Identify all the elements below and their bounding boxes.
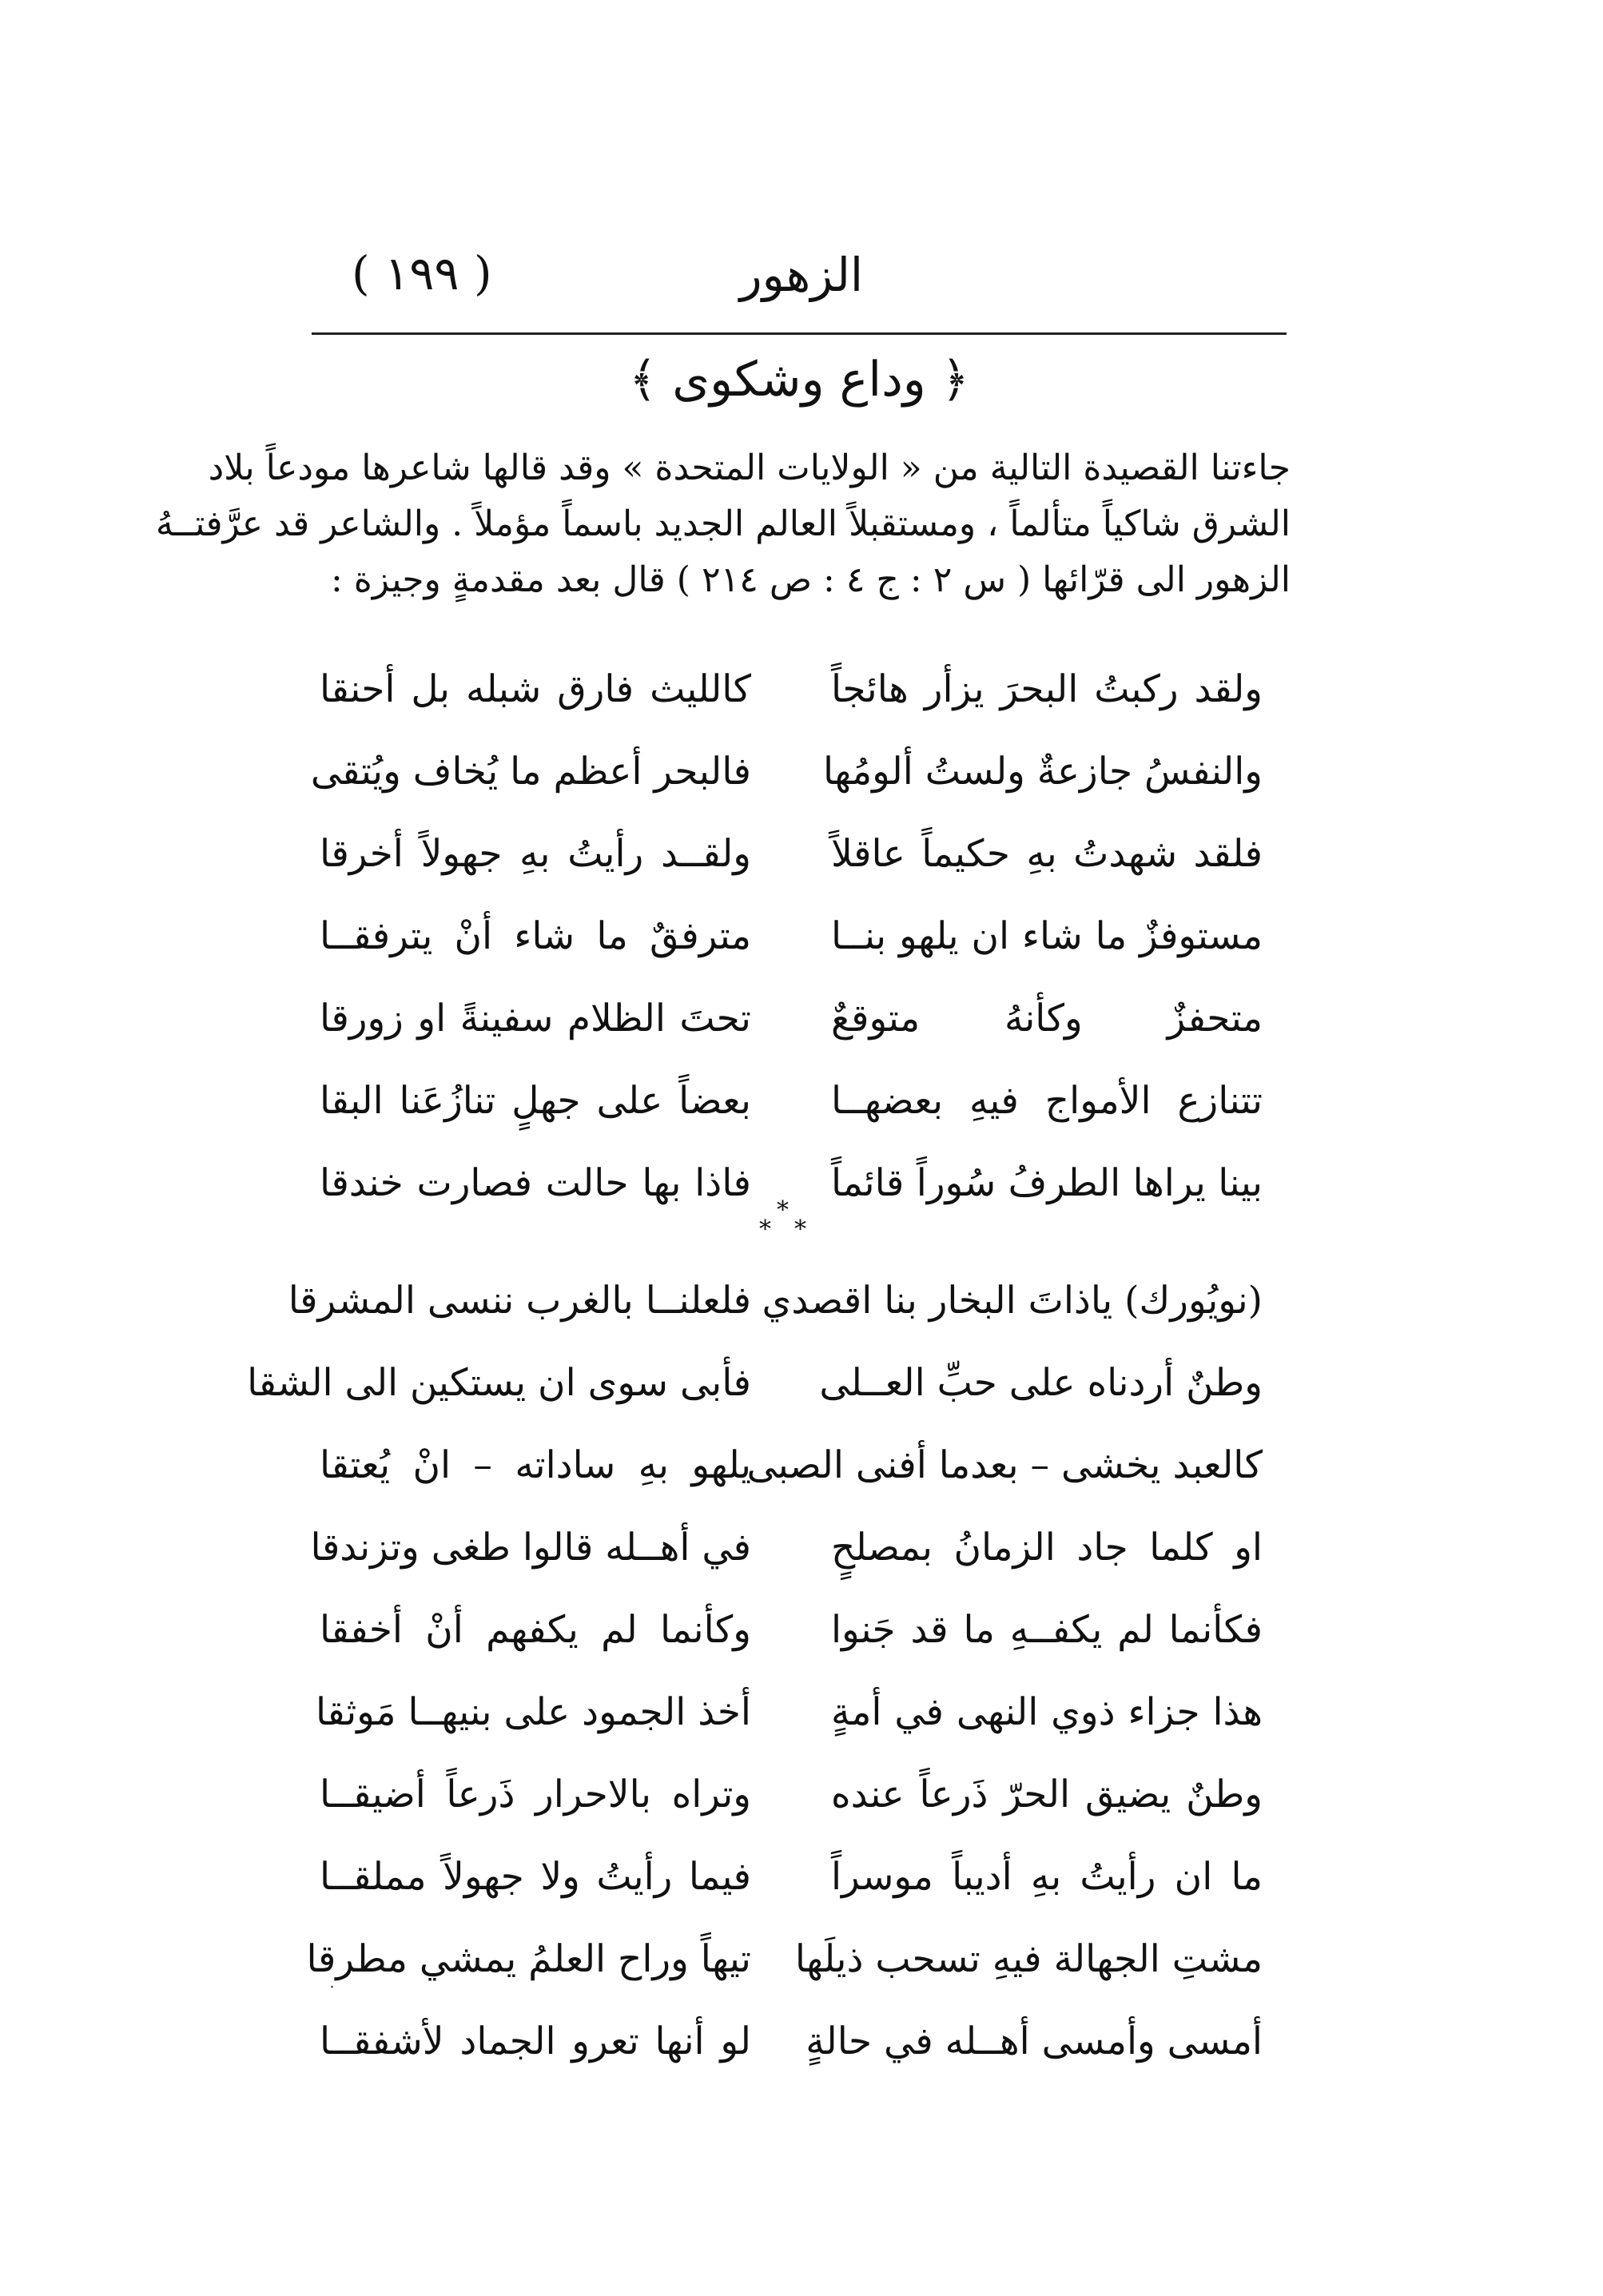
verse-line xyxy=(320,1855,1263,1935)
verse-line xyxy=(288,1279,1263,1359)
second-hemistich: كالليث فارق شبله بل أحنقا xyxy=(320,667,751,711)
intro-line: الشرق شاكياً متألماً ، ومستقبلاً العالم الجديد باسماً مؤملاً . والشاعر قد عرَّفتــهُ xyxy=(155,503,1291,544)
second-hemistich: لو أنها تعرو الجماد لأشفقــا xyxy=(320,2019,751,2063)
first-hemistich: والنفسُ جازعةٌ ولستُ ألومُها xyxy=(822,750,1263,794)
first-hemistich: وطنٌ أردناه على حبِّ العــلى xyxy=(819,1361,1263,1405)
verse-line xyxy=(310,1526,1263,1606)
verse-line xyxy=(320,832,1263,912)
second-hemistich: في أهــله قالوا طغى وتزندقا xyxy=(310,1526,751,1570)
second-hemistich: فيما رأيتُ ولا جهولاً مملقــا xyxy=(320,1855,751,1899)
page-number: ( ١٩٩ ) xyxy=(352,246,492,300)
first-hemistich: مشتِ الجهالة فيهِ تسحب ذيلَها xyxy=(794,1937,1263,1981)
page-header xyxy=(312,240,1287,328)
first-hemistich: كالعبد يخشى – بعدما أفنى الصبى xyxy=(746,1443,1263,1487)
first-hemistich: تتنازع الأمواج فيهِ بعضهــا xyxy=(831,1079,1263,1123)
verse-line xyxy=(320,1773,1263,1852)
verse-line xyxy=(306,1937,1263,2017)
second-hemistich: أخذ الجمود على بنيهــا مَوثقا xyxy=(315,1690,751,1734)
verse-line xyxy=(320,1608,1263,1688)
first-hemistich: ولقد ركبتُ البحرَ يزأر هائجاً xyxy=(831,667,1263,711)
first-hemistich: فكأنما لم يكفــهِ ما قد جَنوا xyxy=(831,1608,1263,1652)
first-hemistich: مستوفزٌ ما شاء ان يلهو بنــا xyxy=(831,914,1263,958)
verse-line xyxy=(315,1690,1263,1770)
intro-line: الزهور الى قرّائها ( س ٢ : ج ٤ : ص ٢١٤ ) قال بعد مقدمةٍ وجيزة : xyxy=(330,559,1291,600)
margin-speck: · xyxy=(329,1978,335,1998)
star-icon: * xyxy=(794,1216,806,1244)
running-title: الزهور xyxy=(739,248,863,302)
verse-line xyxy=(320,914,1263,994)
first-hemistich: وطنٌ يضيق الحرّ ذَرعاً عنده xyxy=(831,1773,1263,1817)
first-hemistich: أمسى وأمسى أهــله في حالةٍ xyxy=(805,2019,1263,2063)
first-hemistich: فلقد شهدتُ بهِ حكيماً عاقلاً xyxy=(831,832,1263,876)
stanza-separator xyxy=(735,1196,831,1255)
verse-line xyxy=(320,667,1263,747)
second-hemistich: تحتَ الظلام سفينةً او زورقا xyxy=(320,997,751,1041)
verse-line xyxy=(320,1079,1263,1159)
section-title: ﴿ وداع وشكوى ﴾ xyxy=(628,352,970,408)
second-hemistich: فلعلنــا بالغرب ننسى المشرقا xyxy=(288,1279,751,1323)
second-hemistich: وكأنما لم يكفهم أنْ أخفقا xyxy=(320,1608,751,1652)
verse-line xyxy=(320,2019,1263,2099)
second-hemistich: ولقــد رأيتُ بهِ جهولاً أخرقا xyxy=(320,832,751,876)
second-hemistich: وتراه بالاحرار ذَرعاً أضيقــا xyxy=(320,1773,751,1817)
first-hemistich: او كلما جاد الزمانُ بمصلحٍ xyxy=(831,1526,1263,1570)
second-hemistich: فأبى سوى ان يستكين الى الشقا xyxy=(247,1361,751,1405)
first-hemistich: (نويُورك) ياذاتَ البخار بنا اقصدي xyxy=(762,1279,1263,1323)
verse-line xyxy=(310,750,1263,830)
second-hemistich: فالبحر أعظم ما يُخاف ويُتقى xyxy=(310,750,751,794)
second-hemistich: مترفقٌ ما شاء أنْ يترفقــا xyxy=(320,914,751,958)
second-hemistich: فاذا بها حالت فصارت خندقا xyxy=(320,1161,751,1205)
header-rule xyxy=(312,332,1287,335)
star-icon: * xyxy=(759,1216,771,1244)
verse-line xyxy=(320,997,1263,1076)
second-hemistich: تيهاً وراح العلمُ يمشي مطرقا xyxy=(306,1937,751,1981)
second-hemistich: بعضاً على جهلٍ تنازُعَنا البقا xyxy=(320,1079,751,1123)
verse-line xyxy=(247,1361,1263,1441)
star-icon: * xyxy=(777,1196,789,1224)
first-hemistich: متحفزٌ وكأنهُ متوقعٌ xyxy=(831,997,1263,1041)
second-hemistich: يلهو بهِ ساداته – انْ يُعتقا xyxy=(320,1443,751,1487)
first-hemistich: هذا جزاء ذوي النهى في أمةٍ xyxy=(831,1690,1263,1734)
verse-line xyxy=(320,1443,1263,1523)
intro-line: جاءتنا القصيدة التالية من « الولايات المتحدة » وقد قالها شاعرها مودعاً بلاد xyxy=(208,448,1291,488)
first-hemistich: بينا يراها الطرفُ سُوراً قائماً xyxy=(831,1161,1263,1205)
first-hemistich: ما ان رأيتُ بهِ أديباً موسراً xyxy=(831,1855,1263,1899)
